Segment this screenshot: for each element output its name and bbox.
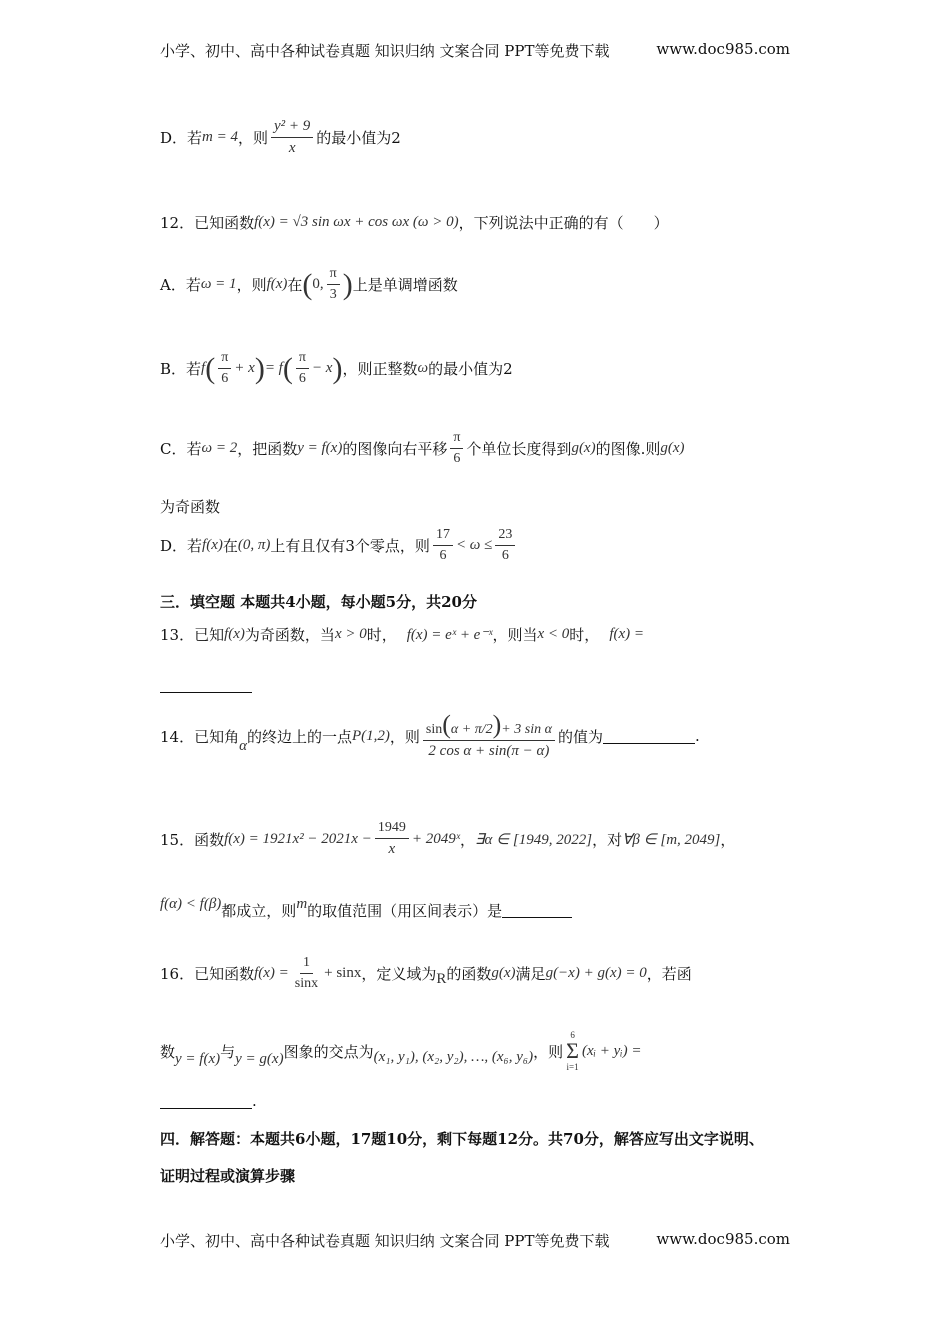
math: ω bbox=[417, 360, 429, 376]
math: (xᵢ + yᵢ) = bbox=[581, 1042, 642, 1059]
math: f(x) = eˣ + e⁻ˣ bbox=[406, 627, 493, 643]
denominator: x bbox=[288, 140, 296, 156]
math: ∀β ∈ [m, 2049] bbox=[622, 831, 721, 848]
math: 0, bbox=[312, 276, 324, 292]
text: ，定义域为 bbox=[361, 965, 437, 983]
math: α bbox=[239, 737, 247, 754]
text: 个单位长度得到 bbox=[466, 440, 572, 458]
text: D．若 bbox=[160, 129, 203, 147]
question-14 bbox=[160, 712, 700, 760]
text: 14．已知角 bbox=[160, 727, 240, 746]
text: ，把函数 bbox=[237, 440, 298, 458]
text: ，对 bbox=[592, 830, 623, 849]
denominator: 6 bbox=[221, 371, 229, 386]
numerator: 1 bbox=[300, 955, 313, 974]
q12-option-c-cont bbox=[160, 496, 220, 517]
fraction bbox=[271, 118, 313, 157]
text: 的最小值为2 bbox=[428, 360, 513, 378]
q12-option-b bbox=[160, 350, 513, 387]
denominator: 3 bbox=[329, 287, 337, 302]
header-url: www.doc985.com bbox=[656, 40, 790, 58]
sum-upper: 6 bbox=[570, 1030, 575, 1040]
section-4-heading-cont: 证明过程或演算步骤 bbox=[160, 1167, 296, 1185]
question-16-cont bbox=[160, 1030, 642, 1072]
paren: ( bbox=[282, 351, 293, 385]
paren: ) bbox=[254, 351, 265, 385]
text: 时， bbox=[366, 626, 397, 644]
fraction bbox=[218, 350, 231, 387]
math: f(x) bbox=[224, 626, 245, 642]
math: f bbox=[201, 360, 206, 376]
text: 的取值范围（用区间表示）是 bbox=[307, 902, 503, 920]
answer-blank[interactable] bbox=[160, 678, 252, 693]
math: + 3 sin α bbox=[501, 722, 552, 737]
math: (x₁, y₁), (x₂, y₂), …, (x₆, y₆) bbox=[373, 1048, 534, 1065]
math: g(−x) + g(x) = 0 bbox=[545, 965, 647, 981]
q12-option-a bbox=[160, 266, 458, 303]
text: 15．函数 bbox=[160, 830, 225, 849]
text: 都成立，则 bbox=[221, 902, 297, 920]
math: + sinx bbox=[324, 965, 362, 981]
paren: ) bbox=[342, 267, 353, 301]
math: g(x) bbox=[571, 440, 596, 456]
math: f(x) = √3 sin ωx + cos ωx (ω > 0) bbox=[254, 214, 459, 230]
text: ，则 bbox=[238, 129, 269, 147]
numerator: π bbox=[218, 350, 231, 369]
text: 的图像向右平移 bbox=[342, 440, 448, 458]
text: ，则 bbox=[533, 1042, 564, 1061]
denominator: sinx bbox=[294, 976, 319, 991]
math: sin bbox=[425, 722, 443, 737]
text: 的最小值为2 bbox=[316, 129, 401, 147]
numerator: sin(α + π/2)+ 3 sin α bbox=[423, 712, 555, 741]
q16-answer-blank bbox=[160, 1092, 257, 1110]
text: ， bbox=[459, 830, 475, 849]
section-4-heading: 四．解答题：本题共6小题，17题10分，剩下每题12分。共70分，解答应写出文字说明、 bbox=[160, 1130, 764, 1148]
paren: ) bbox=[332, 351, 343, 385]
math: + 2049ˣ bbox=[411, 830, 460, 847]
text: 数 bbox=[160, 1042, 176, 1061]
math: R bbox=[436, 971, 447, 987]
numerator: π bbox=[327, 266, 340, 285]
answer-blank[interactable] bbox=[603, 729, 695, 744]
text: D．若 bbox=[160, 537, 203, 555]
math: f(x) = 1921x² − 2021x − bbox=[224, 830, 372, 847]
page-footer bbox=[160, 1230, 790, 1251]
text: 的终边上的一点 bbox=[246, 727, 352, 746]
text: 12．已知函数 bbox=[160, 214, 255, 232]
header-left: 小学、初中、高中各种试卷真题 知识归纳 文案合同 PPT等免费下载 bbox=[160, 42, 610, 60]
paren: ( bbox=[302, 267, 313, 301]
sum-lower: i=1 bbox=[566, 1062, 579, 1072]
denominator: 6 bbox=[298, 371, 306, 386]
math: f(x) bbox=[266, 276, 288, 292]
text: ，则 bbox=[389, 727, 420, 746]
math: m = 4 bbox=[202, 129, 238, 145]
q13-answer-blank bbox=[160, 678, 252, 693]
q11-option-d bbox=[160, 118, 401, 157]
numerator: 23 bbox=[495, 527, 515, 546]
fraction bbox=[423, 712, 555, 760]
text: 与 bbox=[220, 1042, 236, 1061]
question-13 bbox=[160, 624, 644, 645]
numerator: π bbox=[296, 350, 309, 369]
math: f(x) = bbox=[254, 965, 289, 981]
math: f(α) < f(β) bbox=[160, 896, 222, 912]
fraction bbox=[327, 266, 340, 303]
question-15 bbox=[160, 820, 735, 858]
fraction bbox=[450, 430, 463, 467]
text: 上是单调增函数 bbox=[352, 276, 458, 294]
math: f(x) bbox=[202, 537, 223, 553]
question-12 bbox=[160, 212, 669, 233]
math: m bbox=[296, 896, 308, 912]
summation bbox=[566, 1030, 579, 1072]
text: ，若函 bbox=[646, 965, 692, 983]
math: (0, π) bbox=[237, 537, 271, 553]
answer-blank[interactable] bbox=[160, 1094, 252, 1109]
text: 的值为 bbox=[557, 727, 603, 746]
text: 上有且仅有3个零点，则 bbox=[270, 537, 430, 555]
text: . bbox=[694, 727, 700, 745]
math: x > 0 bbox=[334, 626, 367, 642]
denominator: 6 bbox=[439, 548, 447, 563]
page-header bbox=[160, 40, 790, 61]
fraction bbox=[375, 820, 409, 858]
text: 时， bbox=[569, 626, 600, 644]
text: 在 bbox=[287, 276, 303, 294]
text: 满足 bbox=[515, 965, 546, 983]
math: f(x) = bbox=[609, 626, 644, 642]
text: . bbox=[252, 1092, 257, 1110]
fraction bbox=[292, 955, 321, 992]
math: y = g(x) bbox=[235, 1050, 284, 1067]
fraction bbox=[495, 527, 515, 564]
text: A．若 bbox=[160, 276, 201, 294]
denominator: 2 cos α + sin(π − α) bbox=[428, 743, 550, 759]
text: 的图像.则 bbox=[595, 440, 661, 458]
math: P(1,2) bbox=[351, 727, 390, 744]
text: ，则正整数 bbox=[342, 360, 418, 378]
question-16 bbox=[160, 955, 692, 992]
math: α + π/2 bbox=[450, 722, 493, 737]
footer-url: www.doc985.com bbox=[656, 1230, 790, 1248]
fraction bbox=[296, 350, 309, 387]
numerator: 17 bbox=[433, 527, 453, 546]
paren: ( bbox=[205, 351, 216, 385]
text: 16．已知函数 bbox=[160, 965, 255, 983]
q12-option-c bbox=[160, 430, 685, 467]
text: ， bbox=[720, 830, 736, 849]
math: = f bbox=[264, 360, 283, 376]
numerator: y² + 9 bbox=[271, 118, 313, 138]
text: 为奇函数 bbox=[160, 498, 221, 516]
section-3-heading: 三．填空题 本题共4小题，每小题5分，共20分 bbox=[160, 593, 477, 611]
numerator: 1949 bbox=[375, 820, 409, 839]
math: < ω ≤ bbox=[455, 537, 493, 553]
text: 的函数 bbox=[446, 965, 492, 983]
answer-blank[interactable] bbox=[502, 903, 572, 918]
text: ，下列说法中正确的有（ ） bbox=[458, 214, 669, 232]
math: g(x) bbox=[491, 965, 516, 981]
text: ，则 bbox=[236, 276, 267, 294]
denominator: 6 bbox=[501, 548, 509, 563]
denominator: x bbox=[388, 841, 396, 857]
text: C．若 bbox=[160, 440, 202, 458]
math: y = f(x) bbox=[175, 1050, 221, 1067]
footer-left: 小学、初中、高中各种试卷真题 知识归纳 文案合同 PPT等免费下载 bbox=[160, 1232, 610, 1250]
text: 图象的交点为 bbox=[283, 1042, 374, 1061]
text: B．若 bbox=[160, 360, 202, 378]
q12-option-d bbox=[160, 527, 518, 564]
question-15-cont bbox=[160, 896, 572, 921]
math: + x bbox=[234, 360, 255, 376]
numerator: π bbox=[450, 430, 463, 449]
text: ，则当 bbox=[492, 626, 538, 644]
math: ∃α ∈ [1949, 2022] bbox=[474, 831, 593, 848]
math: y = f(x) bbox=[297, 440, 343, 456]
sum-symbol: Σ bbox=[566, 1038, 579, 1063]
text: 13．已知 bbox=[160, 626, 225, 644]
math: ω = 1 bbox=[200, 276, 237, 292]
math: g(x) bbox=[660, 440, 685, 456]
math: ω = 2 bbox=[201, 440, 238, 456]
text: 为奇函数，当 bbox=[244, 626, 335, 644]
text: 在 bbox=[222, 537, 238, 555]
denominator: 6 bbox=[453, 451, 461, 466]
math: x < 0 bbox=[537, 626, 570, 642]
math: − x bbox=[311, 360, 333, 376]
fraction bbox=[433, 527, 453, 564]
